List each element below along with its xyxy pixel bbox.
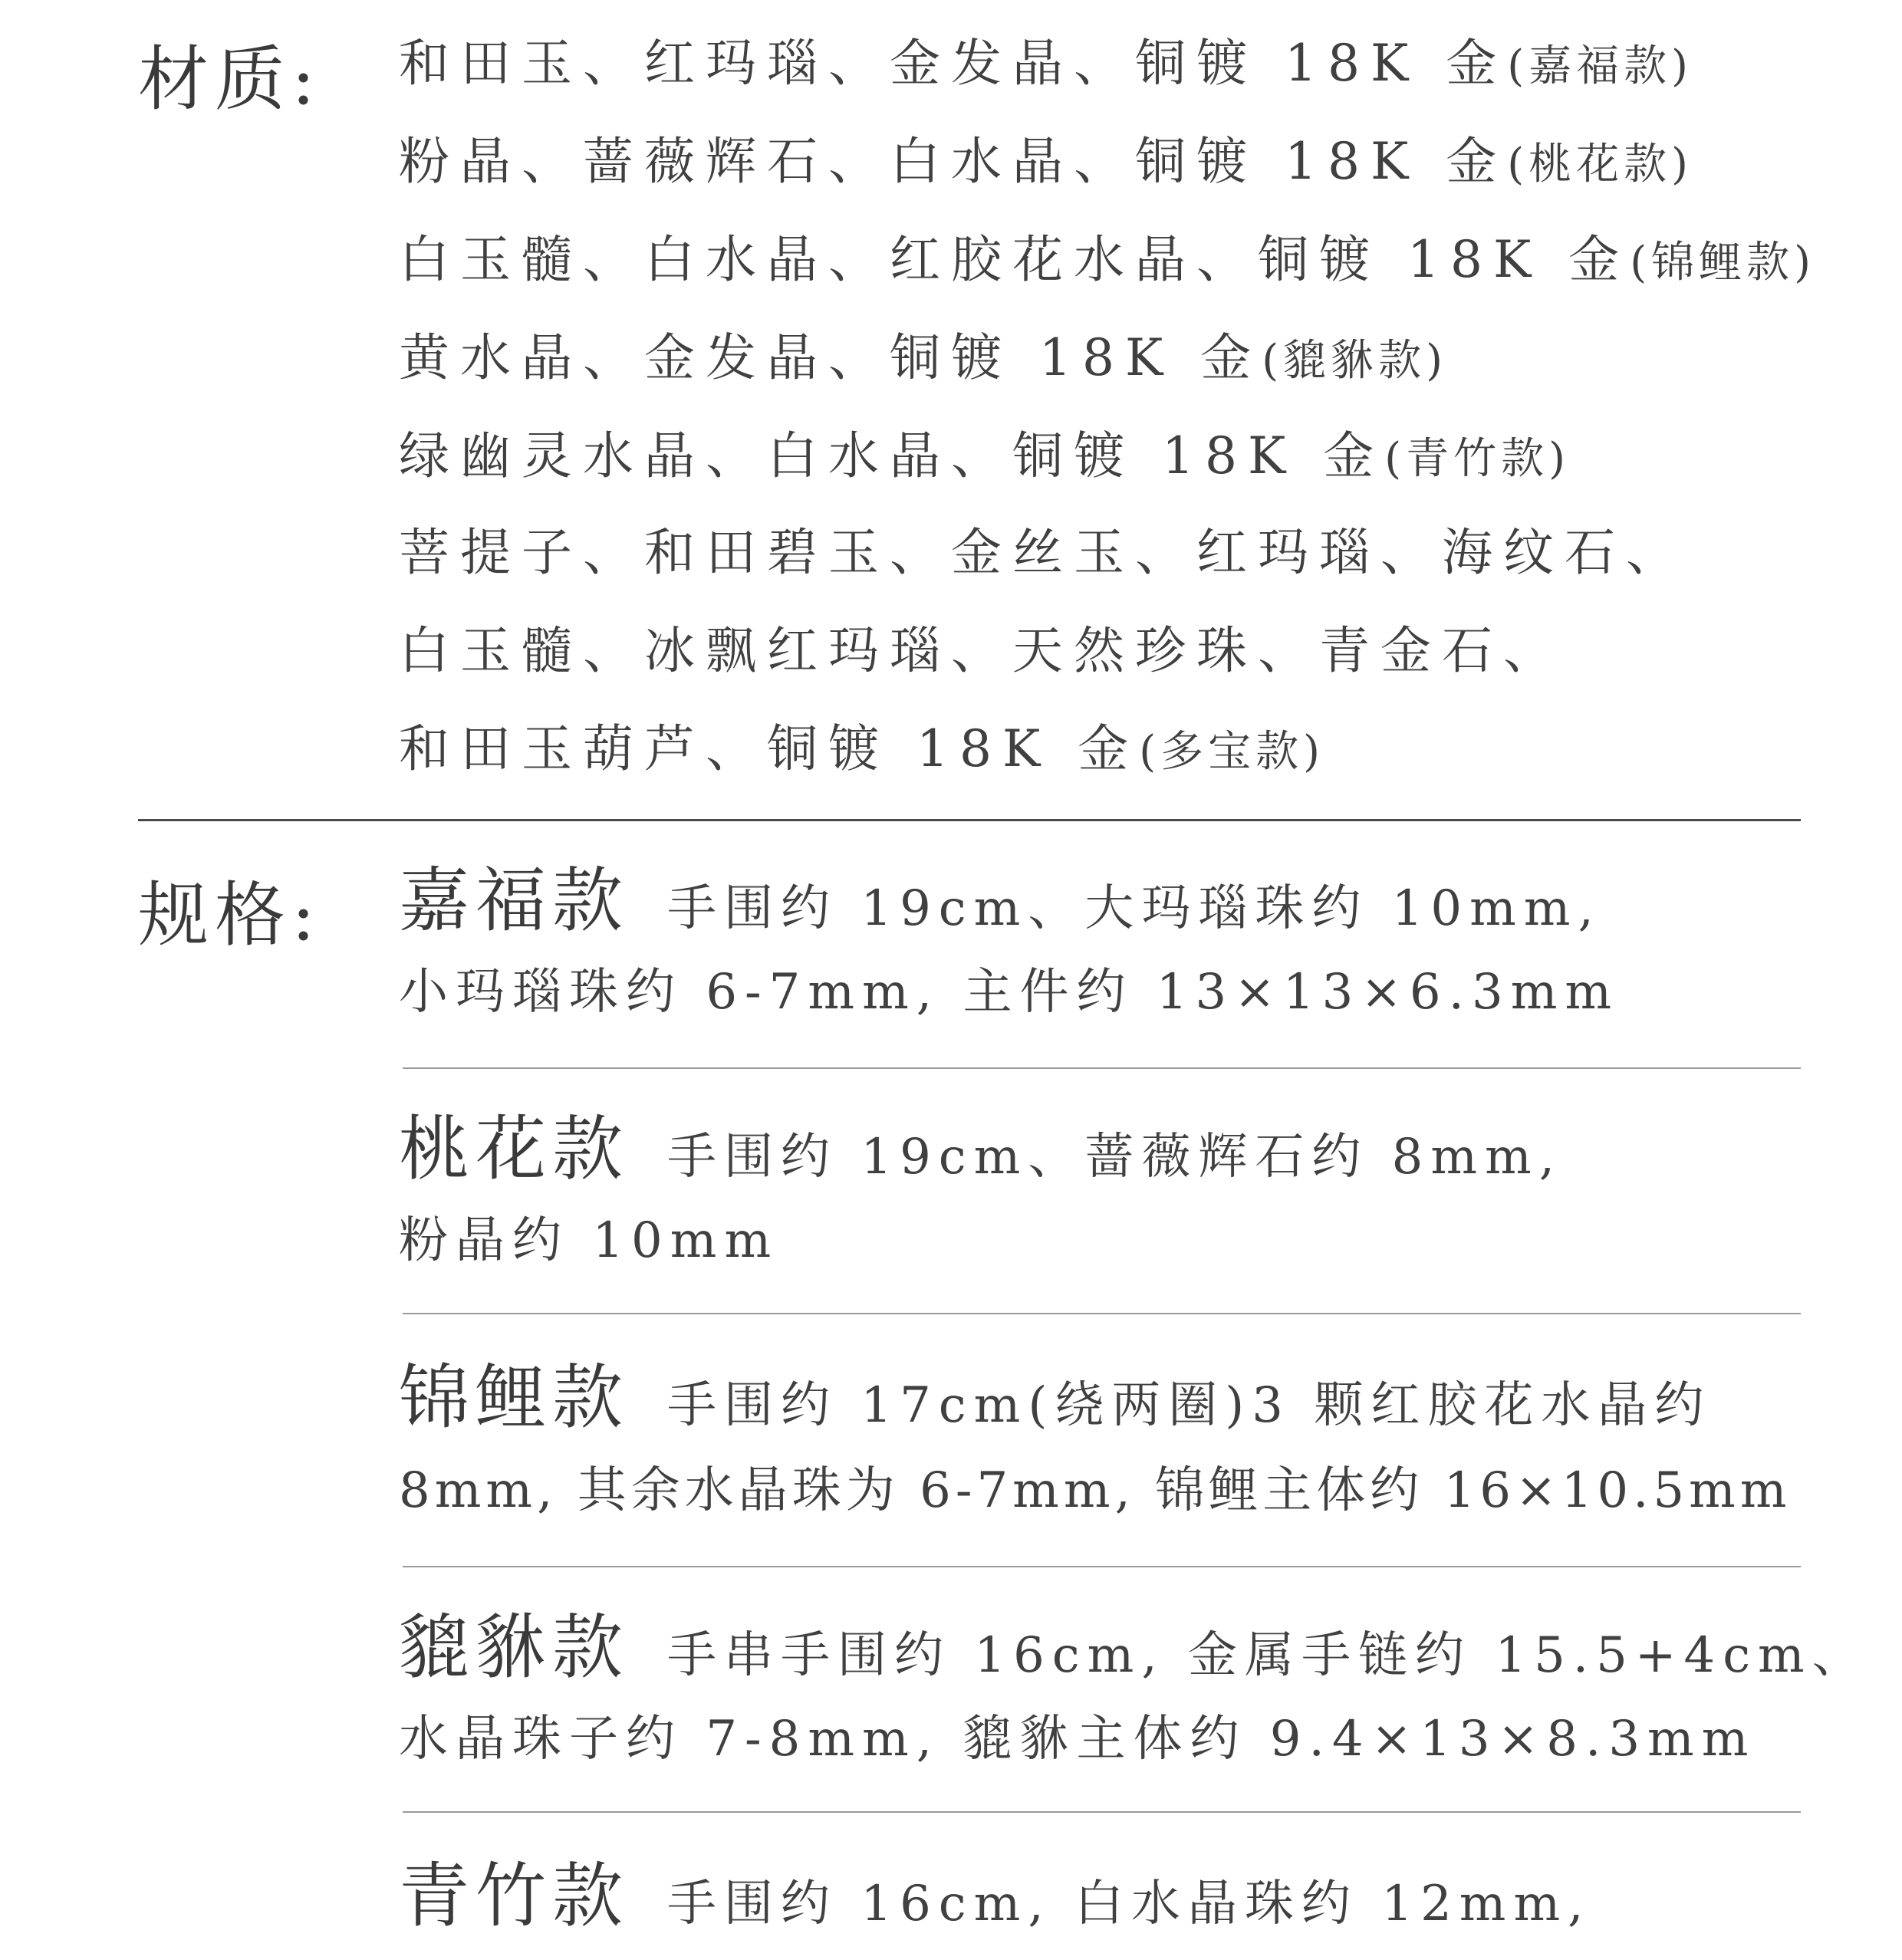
spec-item-title: 青竹款 xyxy=(399,1855,630,1937)
spec-item-jiafu xyxy=(399,859,1601,951)
material-line xyxy=(399,621,1565,680)
material-line-text: 和田玉葫芦、铜镀 18K 金 xyxy=(399,719,1140,778)
material-line-text: 粉晶、蔷薇辉石、白水晶、铜镀 18K 金 xyxy=(399,132,1508,191)
spec-item-line2: 水晶珠子约 7-8mm, 貔貅主体约 9.4×13×8.3mm xyxy=(399,1711,1756,1768)
material-line-text: 和田玉、红玛瑙、金发晶、铜镀 18K 金 xyxy=(399,34,1508,93)
spec-item-line2: 小玛瑙珠约 6-7mm, 主件约 13×13×6.3mm xyxy=(399,964,1620,1021)
spec-divider xyxy=(403,1566,1801,1567)
material-line-text: 黄水晶、金发晶、铜镀 18K 金 xyxy=(399,328,1262,387)
spec-label: 规格: xyxy=(138,874,321,956)
material-line xyxy=(399,719,1324,778)
material-line-variant: (锦鲤款) xyxy=(1630,238,1815,288)
spec-item-line1: 手围约 16cm, 白水晶珠约 12mm, xyxy=(667,1876,1591,1932)
material-line-text: 菩提子、和田碧玉、金丝玉、红玛瑙、海纹石、 xyxy=(399,523,1687,582)
material-line-variant: (桃花款) xyxy=(1507,140,1693,189)
material-line-variant: (貔貅款) xyxy=(1262,336,1447,386)
spec-item-qingzhu xyxy=(399,1854,1591,1946)
material-line xyxy=(399,230,1815,289)
material-line-variant: (青竹款) xyxy=(1384,434,1570,484)
spec-item-title: 锦鲤款 xyxy=(399,1357,630,1439)
spec-divider xyxy=(403,1313,1801,1314)
material-line xyxy=(399,426,1570,485)
spec-item-line1: 手围约 17cm(绕两圈)3 颗红胶花水晶约 xyxy=(667,1377,1712,1434)
spec-item-title: 貔貅款 xyxy=(399,1606,630,1689)
material-line-variant: (嘉福款) xyxy=(1507,41,1693,91)
spec-divider xyxy=(403,1067,1801,1069)
material-label: 材质: xyxy=(138,38,321,120)
material-line xyxy=(399,34,1693,93)
spec-item-taohua xyxy=(399,1107,1562,1199)
spec-item-title: 桃花款 xyxy=(399,1108,630,1190)
spec-item-line1: 手围约 19cm、大玛瑙珠约 10mm, xyxy=(667,880,1601,937)
material-line-text: 绿幽灵水晶、白水晶、铜镀 18K 金 xyxy=(399,426,1385,485)
section-divider xyxy=(138,819,1801,821)
material-line xyxy=(399,132,1693,191)
spec-item-line2: 8mm, 其余水晶珠为 6-7mm, 锦鲤主体约 16×10.5mm xyxy=(399,1462,1792,1519)
spec-item-jinli xyxy=(399,1356,1711,1448)
material-line-text: 白玉髓、冰飘红玛瑙、天然珍珠、青金石、 xyxy=(399,621,1565,680)
spec-item-line1: 手串手围约 16cm, 金属手链约 15.5+4cm、 xyxy=(667,1627,1869,1684)
spec-divider xyxy=(403,1811,1801,1813)
material-line-text: 白玉髓、白水晶、红胶花水晶、铜镀 18K 金 xyxy=(399,230,1631,289)
material-line xyxy=(399,523,1687,582)
spec-item-title: 嘉福款 xyxy=(399,860,630,942)
spec-item-line2: 粉晶约 10mm xyxy=(399,1212,779,1269)
material-line-variant: (多宝款) xyxy=(1139,727,1324,777)
spec-item-pixiu xyxy=(399,1606,1869,1698)
spec-item-line1: 手围约 19cm、蔷薇辉石约 8mm, xyxy=(667,1129,1563,1186)
material-line xyxy=(399,328,1447,387)
